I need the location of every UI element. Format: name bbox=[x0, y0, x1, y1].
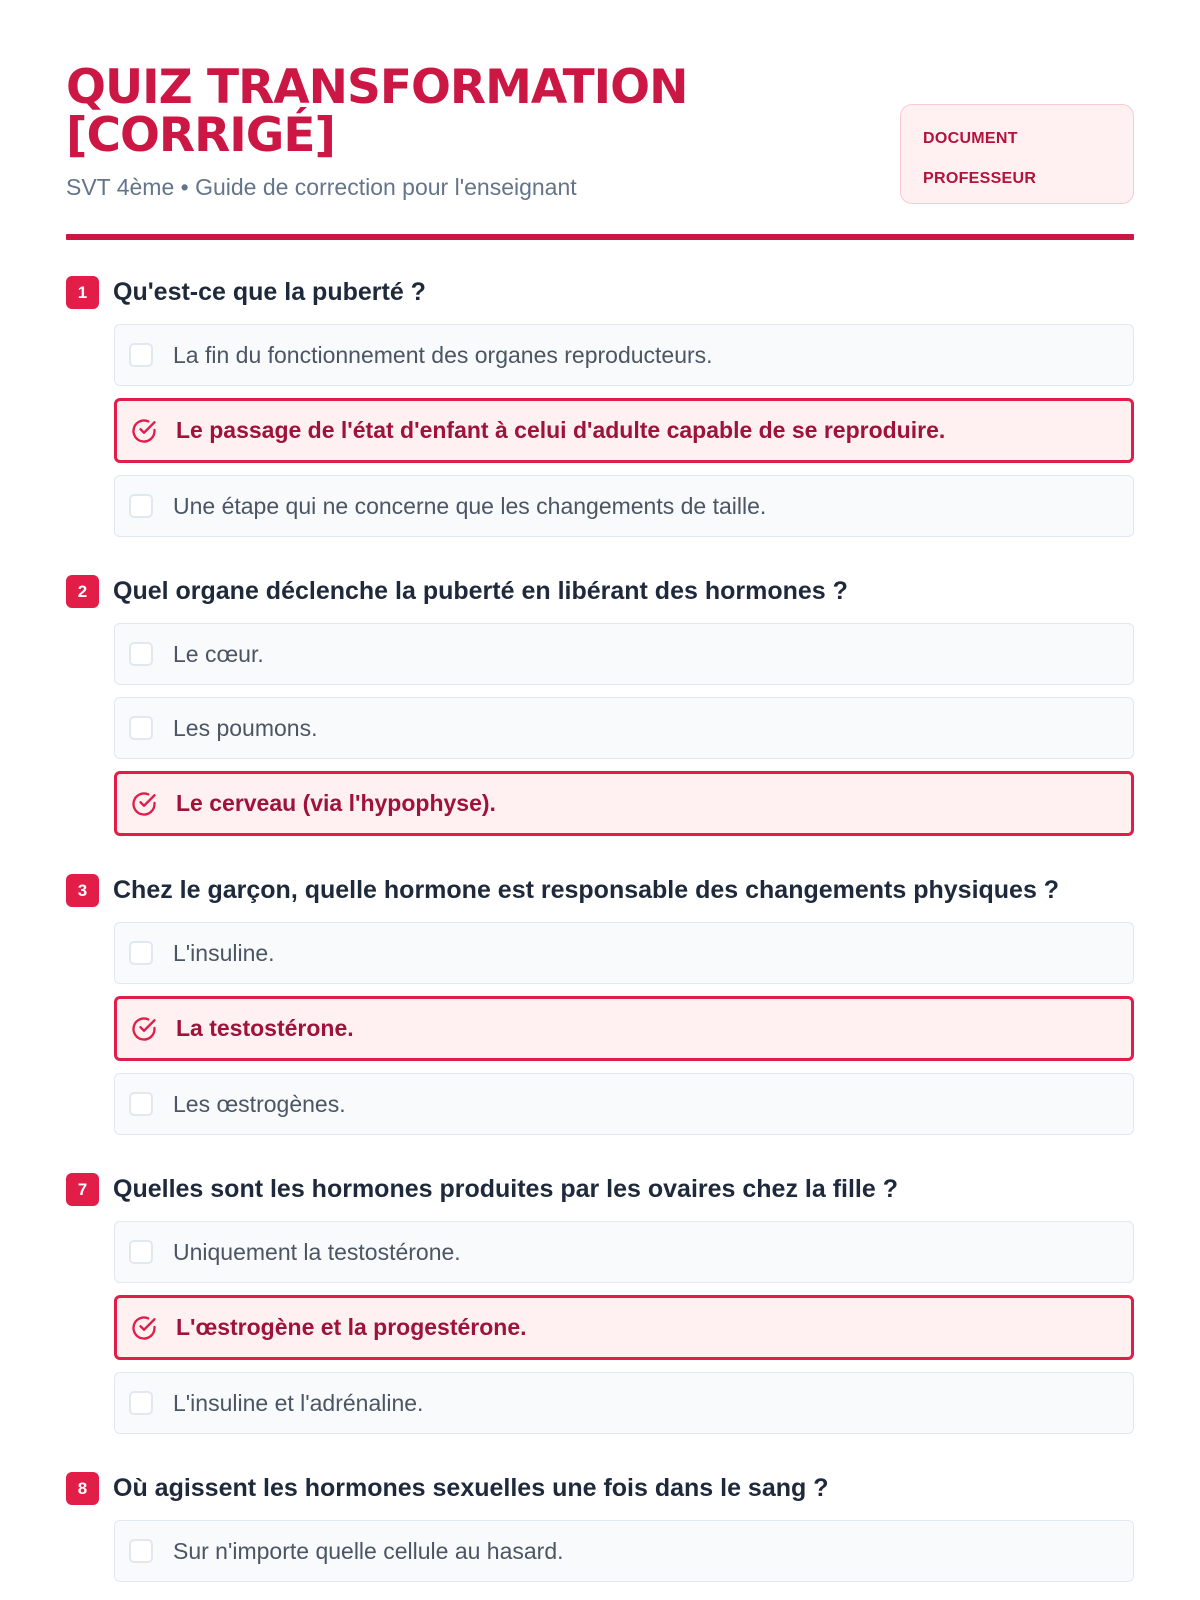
question-text: Chez le garçon, quelle hormone est responsable des changements physiques ? bbox=[113, 876, 1060, 904]
answer-option[interactable] bbox=[114, 922, 1134, 984]
option-label: Les poumons. bbox=[173, 714, 318, 741]
question-text: Quelles sont les hormones produites par les ovaires chez la fille ? bbox=[113, 1175, 898, 1203]
option-label: Uniquement la testostérone. bbox=[173, 1238, 461, 1265]
option-label: Une étape qui ne concerne que les changements de taille. bbox=[173, 492, 767, 519]
answer-option[interactable] bbox=[114, 697, 1134, 759]
answer-options bbox=[114, 623, 1134, 836]
page-subtitle: SVT 4ème • Guide de correction pour l'enseignant bbox=[66, 174, 577, 200]
title-block bbox=[66, 60, 688, 201]
answer-option[interactable] bbox=[114, 475, 1134, 537]
correct-answer-option[interactable] bbox=[114, 398, 1134, 463]
answer-option[interactable] bbox=[114, 324, 1134, 386]
checkbox-icon[interactable] bbox=[129, 1391, 153, 1415]
answer-options bbox=[114, 324, 1134, 537]
checkbox-icon[interactable] bbox=[129, 941, 153, 965]
header-divider bbox=[66, 234, 1134, 240]
question-number-badge: 8 bbox=[66, 1472, 99, 1505]
question-header bbox=[66, 577, 1134, 611]
correct-answer-option[interactable] bbox=[114, 1295, 1134, 1360]
answer-option[interactable] bbox=[114, 1520, 1134, 1582]
correct-answer-option[interactable] bbox=[114, 996, 1134, 1061]
checkbox-icon[interactable] bbox=[129, 642, 153, 666]
answer-options bbox=[114, 922, 1134, 1135]
question-text: Quel organe déclenche la puberté en libérant des hormones ? bbox=[113, 577, 848, 605]
checkbox-icon[interactable] bbox=[129, 1092, 153, 1116]
answer-options bbox=[114, 1520, 1134, 1582]
question-text: Où agissent les hormones sexuelles une fois dans le sang ? bbox=[113, 1474, 829, 1502]
answer-option[interactable] bbox=[114, 1073, 1134, 1135]
answer-option[interactable] bbox=[114, 1372, 1134, 1434]
option-label: L'insuline. bbox=[173, 939, 275, 966]
question-number-badge: 3 bbox=[66, 874, 99, 907]
question-header bbox=[66, 1175, 1134, 1209]
page-title bbox=[66, 60, 688, 163]
question-item bbox=[66, 876, 1134, 1135]
checkbox-icon[interactable] bbox=[129, 716, 153, 740]
option-label: Les œstrogènes. bbox=[173, 1090, 346, 1117]
answer-options bbox=[114, 1221, 1134, 1434]
question-list bbox=[66, 278, 1134, 1582]
question-number-badge: 7 bbox=[66, 1173, 99, 1206]
check-circle-icon bbox=[130, 1015, 158, 1043]
teacher-document-badge bbox=[900, 104, 1134, 204]
badge-line-1: DOCUMENT bbox=[923, 130, 1018, 147]
question-item bbox=[66, 1175, 1134, 1434]
checkbox-icon[interactable] bbox=[129, 343, 153, 367]
option-label: L'œstrogène et la progestérone. bbox=[176, 1314, 527, 1340]
option-label: L'insuline et l'adrénaline. bbox=[173, 1389, 424, 1416]
check-circle-icon bbox=[130, 790, 158, 818]
checkbox-icon[interactable] bbox=[129, 494, 153, 518]
option-label: La fin du fonctionnement des organes reproducteurs. bbox=[173, 341, 713, 368]
option-label: Le passage de l'état d'enfant à celui d'adulte capable de se reproduire. bbox=[176, 417, 946, 443]
answer-option[interactable] bbox=[114, 623, 1134, 685]
option-label: Sur n'importe quelle cellule au hasard. bbox=[173, 1537, 564, 1564]
page-header bbox=[66, 60, 1134, 204]
badge-line-2: PROFESSEUR bbox=[923, 170, 1037, 187]
question-header bbox=[66, 876, 1134, 910]
title-line-1: QUIZ TRANSFORMATION bbox=[66, 60, 688, 115]
check-circle-icon bbox=[130, 417, 158, 445]
checkbox-icon[interactable] bbox=[129, 1539, 153, 1563]
question-item bbox=[66, 577, 1134, 836]
correct-answer-option[interactable] bbox=[114, 771, 1134, 836]
option-label: La testostérone. bbox=[176, 1015, 354, 1041]
check-circle-icon bbox=[130, 1314, 158, 1342]
option-label: Le cœur. bbox=[173, 640, 264, 667]
question-header bbox=[66, 1474, 1134, 1508]
question-item bbox=[66, 278, 1134, 537]
answer-option[interactable] bbox=[114, 1221, 1134, 1283]
question-header bbox=[66, 278, 1134, 312]
title-line-2: [CORRIGÉ] bbox=[66, 108, 335, 163]
question-text: Qu'est-ce que la puberté ? bbox=[113, 278, 426, 306]
checkbox-icon[interactable] bbox=[129, 1240, 153, 1264]
option-label: Le cerveau (via l'hypophyse). bbox=[176, 790, 496, 816]
question-number-badge: 2 bbox=[66, 575, 99, 608]
question-item bbox=[66, 1474, 1134, 1582]
question-number-badge: 1 bbox=[66, 276, 99, 309]
